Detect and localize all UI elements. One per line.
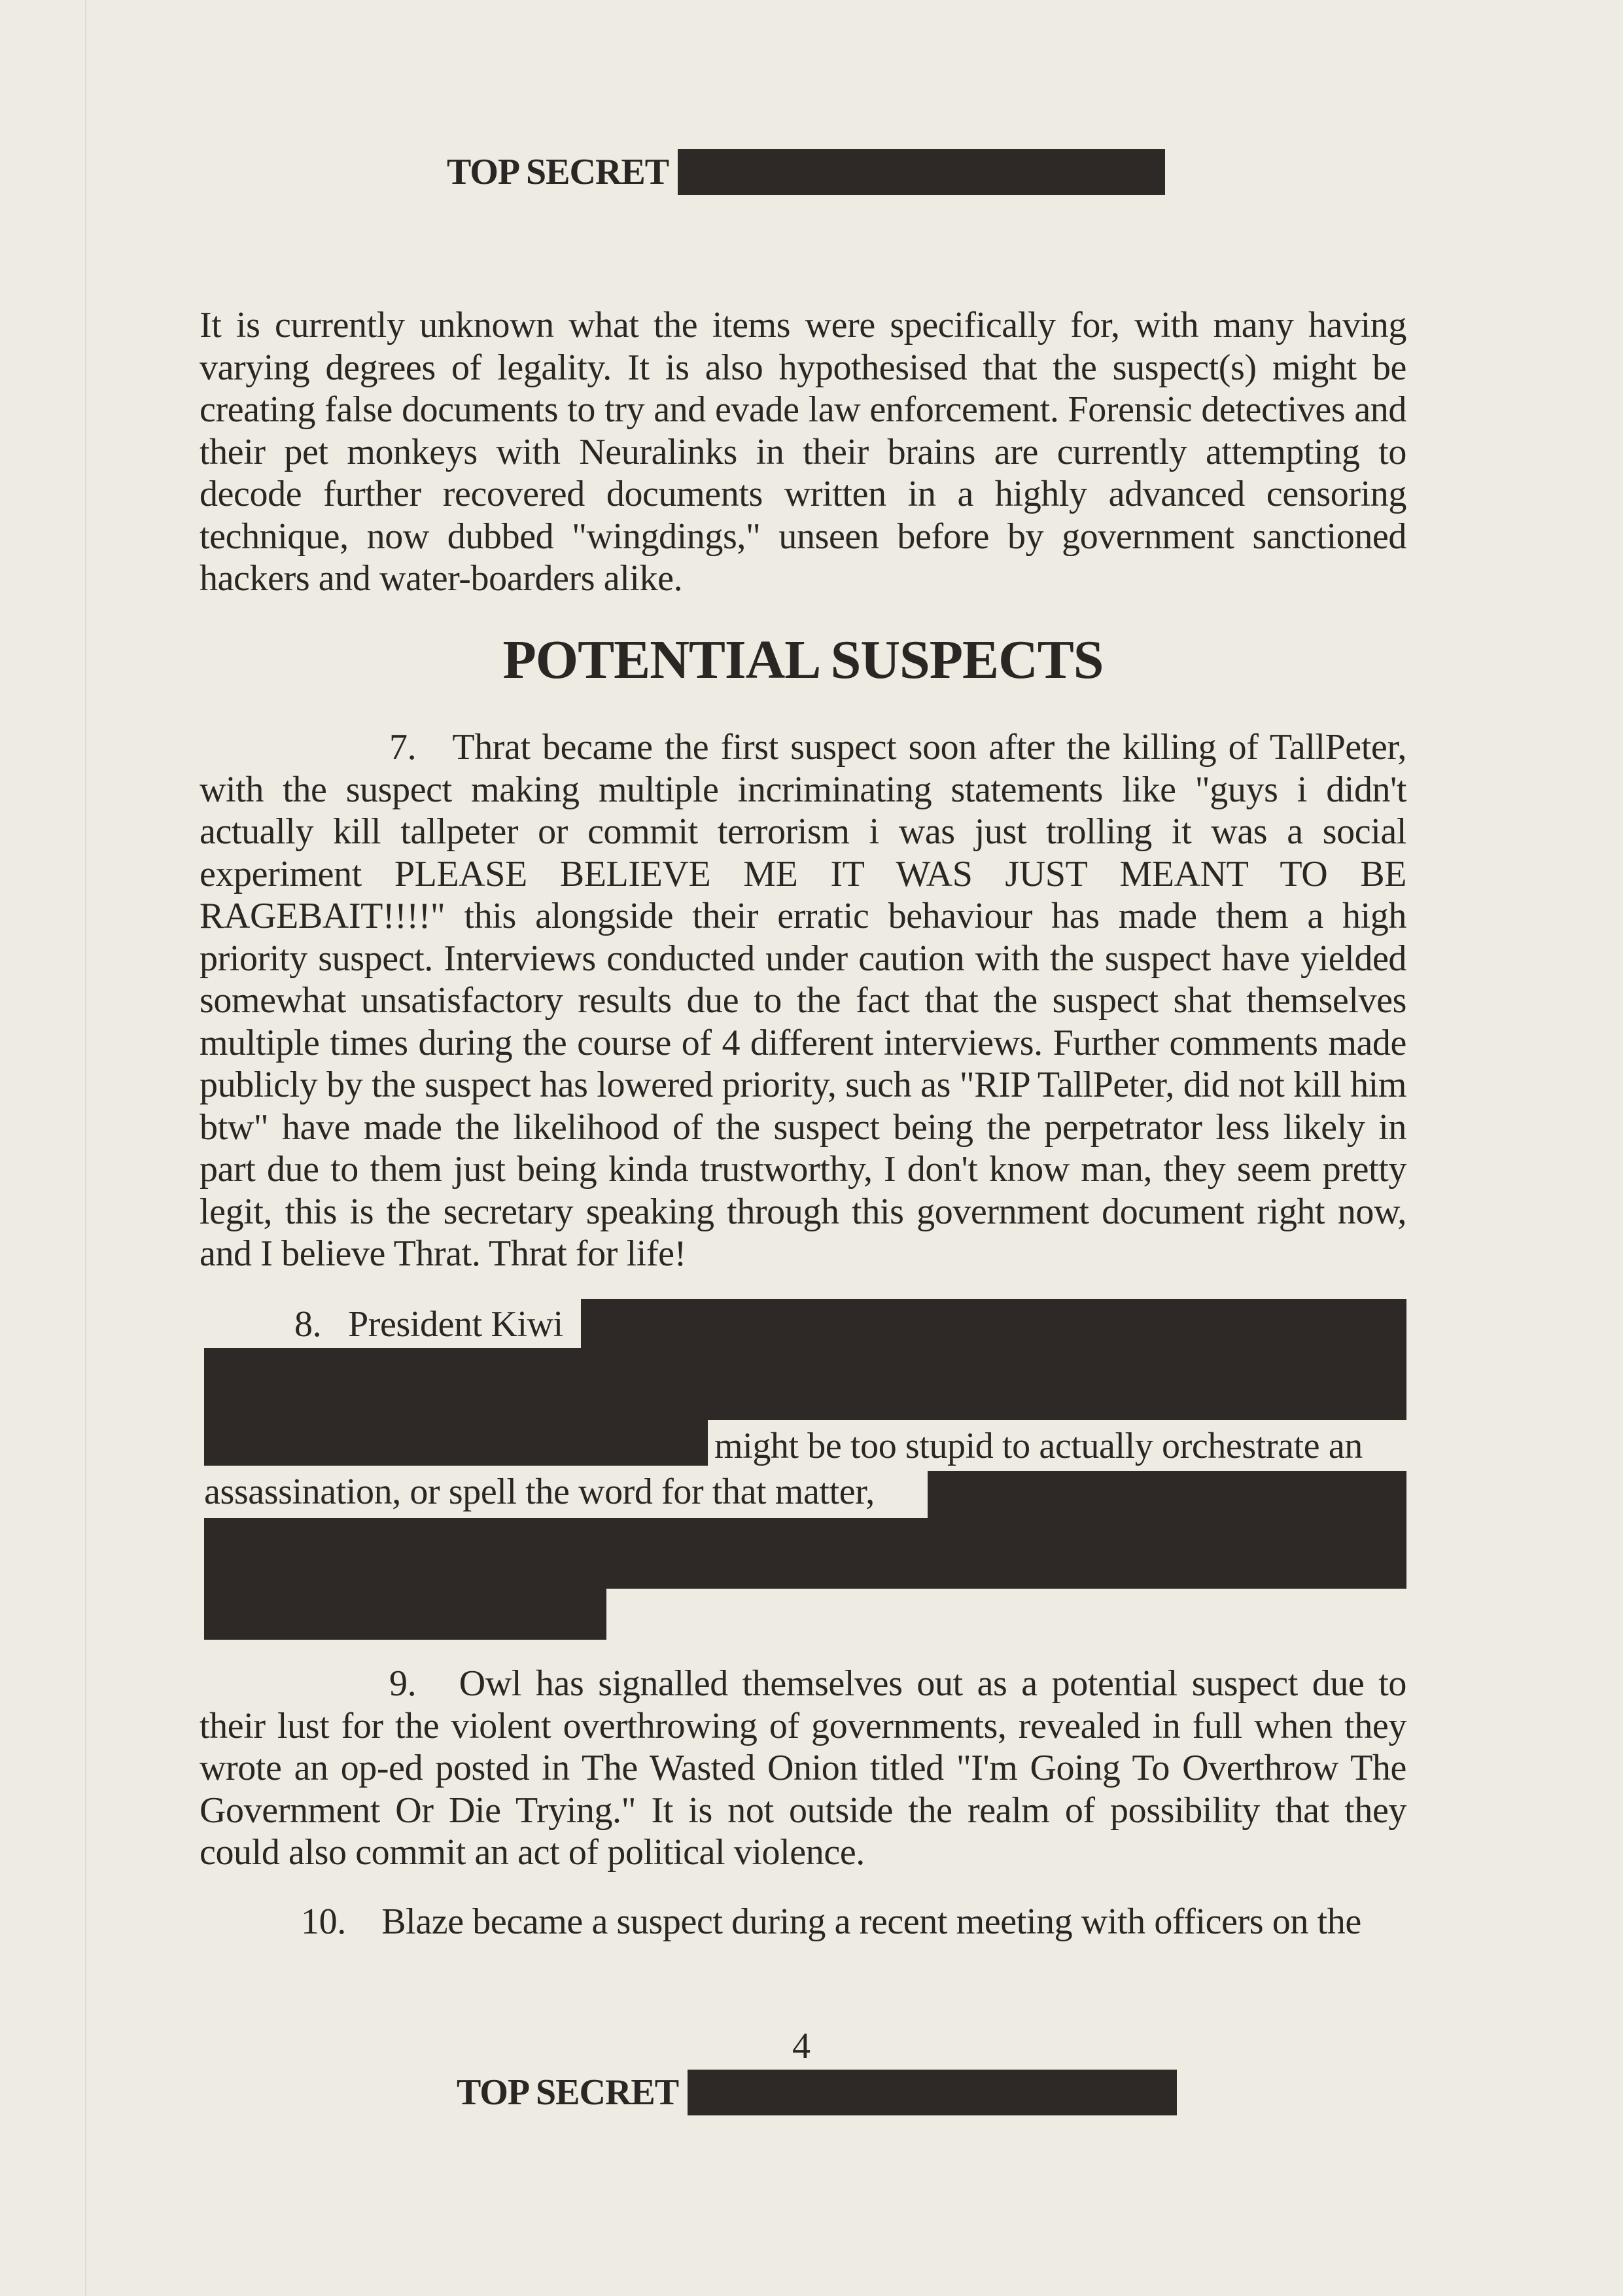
section-heading: POTENTIAL SUSPECTS [502, 629, 1104, 690]
redaction-block [204, 1420, 708, 1466]
item-text: Owl has signalled themselves out as a potential suspect due to their lust for the violent overthrowing of governments, revealed in full when they wrote an op-ed posted in The Wasted Onion titled "I'm Going To Overthrow The Government Or Die Trying." It is not outside the realm of possibility that they could also commit an act of political violence. [200, 1663, 1406, 1873]
redaction-bar [688, 2070, 1177, 2115]
item-8-line-1 [294, 1303, 563, 1345]
page-number: 4 [792, 2026, 811, 2066]
page-edge [85, 0, 86, 2296]
header-classification [447, 149, 1165, 195]
item-fragment: might be too stupid to actually orchestrate an [714, 1426, 1363, 1466]
item-fragment: President Kiwi [348, 1304, 563, 1345]
suspect-item-10 [301, 1901, 1361, 1943]
item-number: 7. [389, 727, 417, 768]
redaction-bar [678, 149, 1165, 195]
redaction-block [204, 1348, 1406, 1420]
item-number: 10. [301, 1901, 346, 1942]
redaction-block [204, 1518, 1406, 1589]
intro-paragraph: It is currently unknown what the items were specifically for, with many having varying degrees of legality. It is also hypothesised that the suspect(s) might be creating false documents to try and evade law enforcement. Forensic detectives and their pet monkeys with Neuralinks in their brains are currently attempting to decode further recovered documents written in a highly advanced censoring technique, now dubbed "wingdings," unseen before by government sanctioned hackers and water-boarders alike. [200, 305, 1406, 599]
item-number: 8. [294, 1304, 322, 1345]
suspect-item-9 [200, 1663, 1406, 1874]
item-fragment: assassination, or spell the word for that matter, [204, 1472, 875, 1512]
suspect-item-7 [200, 726, 1406, 1275]
classification-label: TOP SECRET [447, 152, 669, 192]
item-text: Thrat became the first suspect soon after the killing of TallPeter, with the suspect making multiple incriminating statements like "guys i didn't actually kill tallpeter or commit terrorism i was just trolling it was a social experiment PLEASE BELIEVE ME IT WAS JUST MEANT TO BE RAGEBAIT!!!!" this alongside their erratic behaviour has made them a high priority suspect. Interviews conducted under caution with the suspect have yielded somewhat unsatisfactory results due to the fact that the suspect shat themselves multiple times during the course of 4 different interviews. Further comments made publicly by the suspect has lowered priority, such as "RIP TallPeter, did not kill him btw" have made the likelihood of the suspect being the perpetrator less likely in part due to them just being kinda trustworthy, I don't know man, they seem pretty legit, this is the secretary speaking through this government document right now, and I believe Thrat. Thrat for life! [200, 727, 1406, 1274]
footer-classification [457, 2070, 1177, 2115]
item-text: Blaze became a suspect during a recent meeting with officers on the [381, 1901, 1361, 1942]
item-number: 9. [389, 1663, 417, 1704]
redaction-block [204, 1589, 606, 1640]
classification-label: TOP SECRET [457, 2072, 679, 2113]
